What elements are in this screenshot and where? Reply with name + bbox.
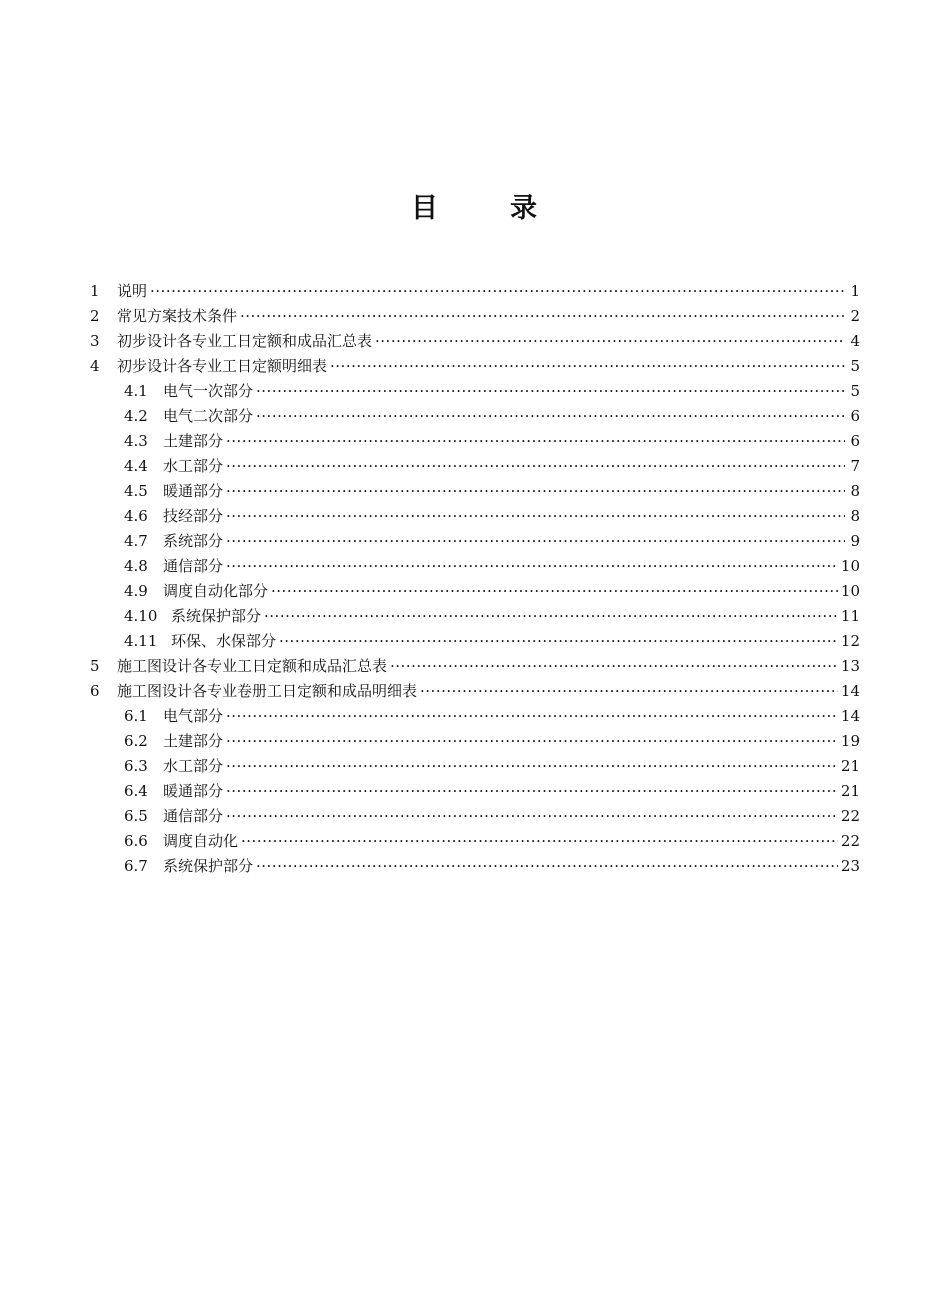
toc-dot-leader	[240, 304, 845, 329]
toc-dot-leader	[256, 854, 838, 879]
title-char-left: 目	[411, 193, 440, 224]
toc-entry-page-number: 14	[840, 707, 860, 725]
toc-entry[interactable]	[90, 804, 860, 829]
toc-entry-number: 4	[90, 357, 100, 375]
toc-entry-label: 技经部分	[163, 507, 224, 525]
toc-entry-number: 4.5	[124, 482, 148, 500]
toc-entry[interactable]	[90, 504, 860, 529]
toc-entry-number: 4.10	[124, 607, 158, 625]
toc-entry[interactable]	[90, 279, 860, 304]
toc-entry-page-number: 9	[850, 532, 860, 550]
toc-entry[interactable]	[90, 404, 860, 429]
toc-entry-label: 电气部分	[163, 707, 224, 725]
toc-entry[interactable]	[90, 379, 860, 404]
toc-entry-label: 土建部分	[163, 732, 224, 750]
toc-entry[interactable]	[90, 829, 860, 854]
toc-entry-page-number: 22	[840, 807, 860, 825]
toc-dot-leader	[420, 679, 838, 704]
toc-entry-number: 6.7	[124, 857, 148, 875]
toc-entry-label: 系统保护部分	[163, 857, 254, 875]
toc-entry-page-number: 5	[850, 357, 860, 375]
toc-dot-leader	[264, 604, 838, 629]
toc-dot-leader	[226, 729, 838, 754]
toc-entry[interactable]	[90, 479, 860, 504]
toc-entry-number: 4.8	[124, 557, 148, 575]
toc-entry-number: 3	[90, 332, 100, 350]
toc-entry[interactable]	[90, 304, 860, 329]
toc-entry[interactable]	[90, 779, 860, 804]
toc-entry-number: 4.1	[124, 382, 148, 400]
toc-entry-page-number: 11	[840, 607, 860, 625]
toc-entry-label: 系统保护部分	[171, 607, 262, 625]
toc-entry-label: 系统部分	[163, 532, 224, 550]
toc-entry-number: 4.4	[124, 457, 148, 475]
toc-dot-leader	[241, 829, 838, 854]
toc-entry-label: 通信部分	[163, 557, 224, 575]
toc-dot-leader	[256, 404, 845, 429]
toc-dot-leader	[256, 379, 845, 404]
toc-entry[interactable]	[90, 604, 860, 629]
toc-dot-leader	[226, 704, 838, 729]
toc-entry-number: 4.6	[124, 507, 148, 525]
toc-entry[interactable]	[90, 629, 860, 654]
toc-dot-leader	[226, 479, 845, 504]
toc-entry-page-number: 12	[840, 632, 860, 650]
toc-dot-leader	[390, 654, 838, 679]
toc-dot-leader	[226, 529, 845, 554]
toc-entry-label: 环保、水保部分	[171, 632, 277, 650]
toc-entry-page-number: 6	[850, 432, 860, 450]
toc-entry[interactable]	[90, 754, 860, 779]
toc-entry-number: 6.6	[124, 832, 148, 850]
toc-entry-label: 暖通部分	[163, 782, 224, 800]
toc-entry[interactable]	[90, 329, 860, 354]
toc-dot-leader	[226, 504, 845, 529]
toc-entry-page-number: 10	[840, 557, 860, 575]
toc-entry-number: 6	[90, 682, 100, 700]
toc-entry-label: 通信部分	[163, 807, 224, 825]
toc-dot-leader	[226, 754, 838, 779]
toc-entry-number: 4.2	[124, 407, 148, 425]
toc-entry-label: 常见方案技术条件	[117, 307, 238, 325]
toc-entry-number: 4.11	[124, 632, 158, 650]
toc-entry[interactable]	[90, 729, 860, 754]
toc-entry-number: 6.4	[124, 782, 148, 800]
toc-entry-number: 4.9	[124, 582, 148, 600]
toc-dot-leader	[279, 629, 838, 654]
toc-entry-label: 水工部分	[163, 757, 224, 775]
toc-entry-page-number: 13	[840, 657, 860, 675]
toc-dot-leader	[150, 279, 845, 304]
toc-entry[interactable]	[90, 429, 860, 454]
toc-entry-label: 调度自动化部分	[163, 582, 269, 600]
toc-entry-number: 6.2	[124, 732, 148, 750]
toc-entry[interactable]	[90, 554, 860, 579]
toc-entry-label: 初步设计各专业工日定额明细表	[117, 357, 328, 375]
toc-dot-leader	[226, 429, 845, 454]
toc-entry-number: 5	[90, 657, 100, 675]
toc-entry-page-number: 22	[840, 832, 860, 850]
toc-entry-label: 水工部分	[163, 457, 224, 475]
toc-entry-label: 暖通部分	[163, 482, 224, 500]
toc-entry-page-number: 19	[840, 732, 860, 750]
toc-entry[interactable]	[90, 654, 860, 679]
toc-entry[interactable]	[90, 704, 860, 729]
toc-dot-leader	[226, 779, 838, 804]
toc-entry-label: 调度自动化	[163, 832, 239, 850]
toc-entry-page-number: 10	[840, 582, 860, 600]
toc-entry-number: 2	[90, 307, 100, 325]
toc-dot-leader	[375, 329, 845, 354]
toc-entry-number: 1	[90, 282, 100, 300]
toc-dot-leader	[271, 579, 838, 604]
toc-entry-label: 土建部分	[163, 432, 224, 450]
toc-entry-label: 施工图设计各专业工日定额和成品汇总表	[117, 657, 388, 675]
toc-entry[interactable]	[90, 529, 860, 554]
toc-dot-leader	[226, 804, 838, 829]
toc-entry-page-number: 23	[840, 857, 860, 875]
toc-entry-page-number: 6	[850, 407, 860, 425]
page-title	[0, 186, 950, 225]
toc-entry-page-number: 1	[850, 282, 860, 300]
toc-entry[interactable]	[90, 854, 860, 879]
toc-entry[interactable]	[90, 679, 860, 704]
toc-entry[interactable]	[90, 579, 860, 604]
toc-entry-label: 施工图设计各专业卷册工日定额和成品明细表	[117, 682, 418, 700]
toc-entry-number: 6.1	[124, 707, 148, 725]
toc-entry-number: 4.3	[124, 432, 148, 450]
toc-entry[interactable]	[90, 354, 860, 379]
toc-entry-page-number: 21	[840, 757, 860, 775]
toc-entry-page-number: 8	[850, 507, 860, 525]
toc-entry-page-number: 7	[850, 457, 860, 475]
toc-entry-label: 说明	[117, 282, 148, 300]
toc-entry-label: 电气二次部分	[163, 407, 254, 425]
toc-dot-leader	[226, 554, 838, 579]
toc-entry-page-number: 4	[850, 332, 860, 350]
toc-entry[interactable]	[90, 454, 860, 479]
title-char-right: 录	[510, 193, 539, 224]
toc-entry-page-number: 2	[850, 307, 860, 325]
toc-entry-page-number: 21	[840, 782, 860, 800]
toc-entry-label: 初步设计各专业工日定额和成品汇总表	[117, 332, 373, 350]
table-of-contents	[90, 279, 860, 879]
toc-dot-leader	[226, 454, 845, 479]
toc-entry-page-number: 14	[840, 682, 860, 700]
toc-entry-number: 4.7	[124, 532, 148, 550]
toc-entry-number: 6.3	[124, 757, 148, 775]
toc-entry-page-number: 8	[850, 482, 860, 500]
toc-entry-number: 6.5	[124, 807, 148, 825]
toc-entry-page-number: 5	[850, 382, 860, 400]
toc-dot-leader	[330, 354, 845, 379]
toc-entry-label: 电气一次部分	[163, 382, 254, 400]
